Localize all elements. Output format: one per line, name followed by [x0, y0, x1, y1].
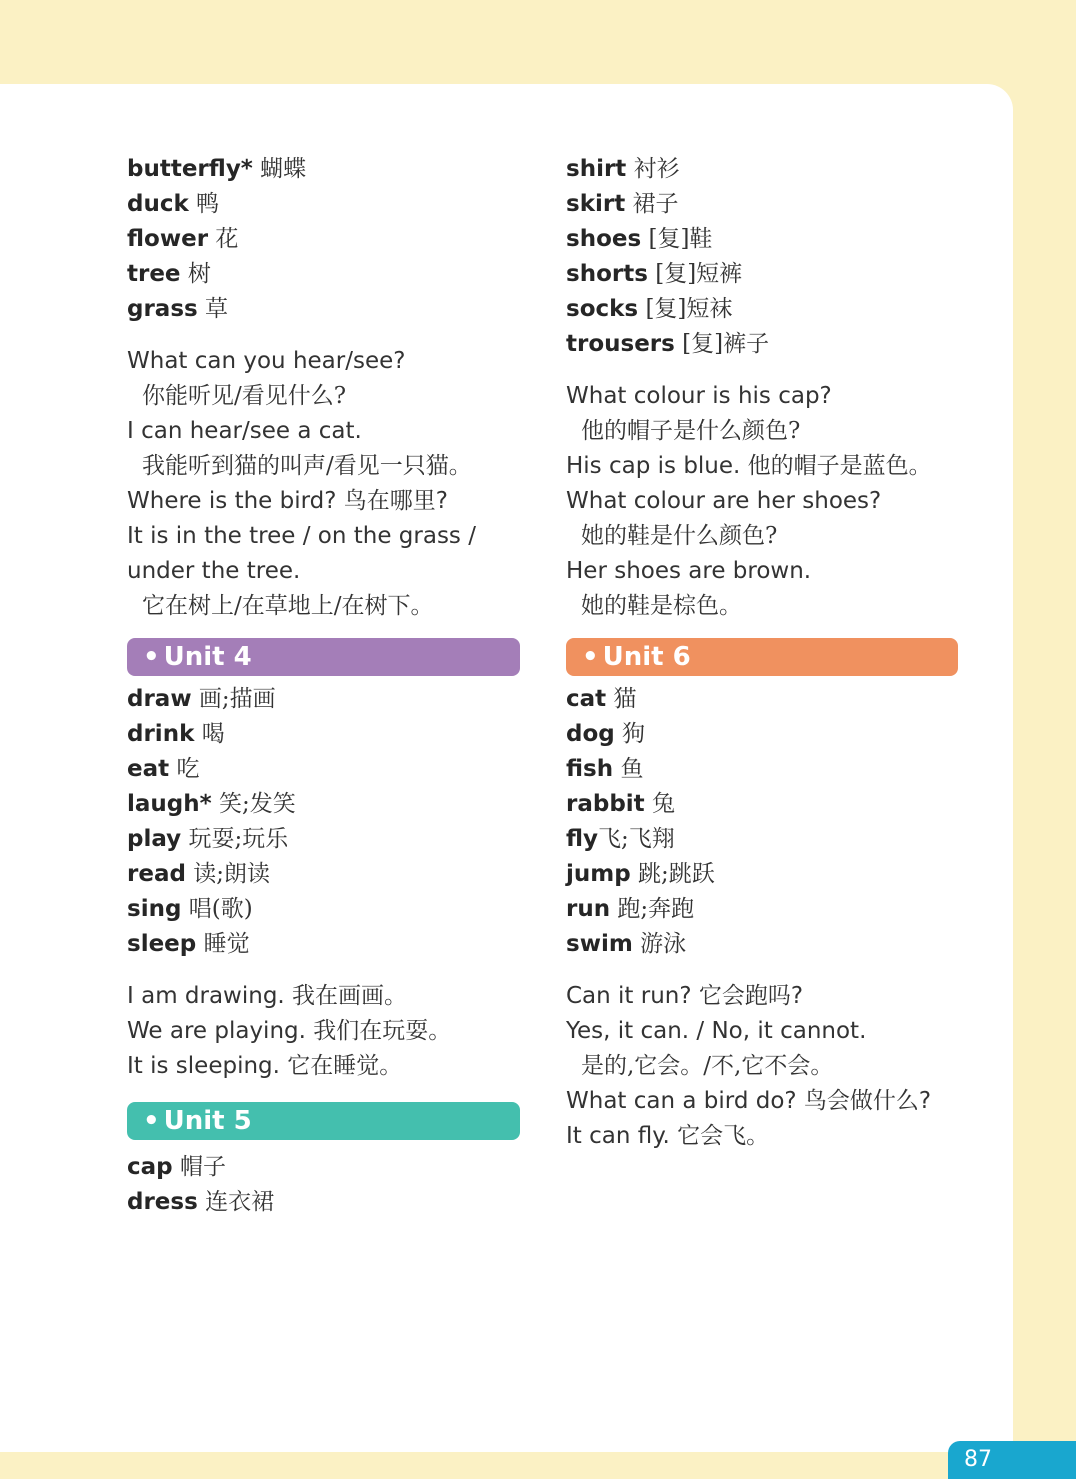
word-zh: [复]裤子 — [682, 331, 770, 357]
word-entry — [566, 787, 958, 822]
word-zh: 跑;奔跑 — [617, 896, 695, 922]
word-zh: 帽子 — [179, 1154, 226, 1180]
word-entry — [566, 752, 958, 787]
word-entry — [566, 682, 958, 717]
word-entry — [566, 327, 958, 362]
word-entry — [566, 257, 958, 292]
word-en: cap — [127, 1154, 173, 1180]
sentence: under the tree. — [127, 558, 301, 584]
unit-4-words — [127, 682, 520, 962]
word-en: shirt — [566, 156, 627, 182]
word-en: play — [127, 826, 182, 852]
sentence: Where is the bird? 鸟在哪里? — [127, 488, 448, 514]
word-en: butterfly* — [127, 156, 253, 182]
word-zh: 衬衫 — [633, 156, 680, 182]
word-en: grass — [127, 296, 198, 322]
word-zh: [复]短裤 — [655, 261, 743, 287]
sentence: Can it run? 它会跑吗? — [566, 983, 804, 1009]
word-zh: 玩耍;玩乐 — [188, 826, 289, 852]
bullet-dot-icon: • — [143, 642, 160, 672]
word-en: cat — [566, 686, 607, 712]
word-entry — [566, 927, 958, 962]
word-entry — [566, 222, 958, 257]
word-zh: 吃 — [176, 756, 200, 782]
word-zh: 读;朗读 — [193, 861, 270, 887]
word-list-top-right — [566, 152, 958, 362]
word-entry — [566, 892, 958, 927]
sentence: I am drawing. 我在画画。 — [127, 983, 408, 1009]
word-entry — [127, 292, 520, 327]
word-zh: 连衣裙 — [205, 1189, 275, 1215]
sentence-translation: 她的鞋是棕色。 — [581, 593, 742, 619]
word-zh: 裙子 — [632, 191, 679, 217]
word-en: skirt — [566, 191, 626, 217]
word-en: flower — [127, 226, 209, 252]
word-zh: 跳;跳跃 — [638, 861, 715, 887]
bullet-dot-icon: • — [143, 1106, 160, 1136]
word-entry — [127, 682, 520, 717]
unit-title: Unit 5 — [163, 1106, 252, 1136]
word-en: fish — [566, 756, 614, 782]
word-zh: 树 — [187, 261, 211, 287]
unit-title: Unit 4 — [163, 642, 252, 672]
word-list-top-left — [127, 152, 520, 327]
left-column — [127, 152, 520, 1220]
sentence: His cap is blue. 他的帽子是蓝色。 — [566, 453, 932, 479]
sentence: Her shoes are brown. — [566, 558, 812, 584]
word-entry — [127, 857, 520, 892]
word-en: dress — [127, 1189, 198, 1215]
word-en: trousers — [566, 331, 675, 357]
unit-4-header — [127, 638, 520, 676]
word-entry — [127, 1150, 520, 1185]
word-en: dog — [566, 721, 615, 747]
word-entry — [566, 857, 958, 892]
word-entry — [127, 222, 520, 257]
unit-4-sentences — [127, 979, 520, 1084]
word-en: shorts — [566, 261, 648, 287]
word-en: rabbit — [566, 791, 645, 817]
sentence: I can hear/see a cat. — [127, 418, 362, 444]
word-en: sing — [127, 896, 182, 922]
word-zh: 鱼 — [620, 756, 644, 782]
word-entry — [127, 927, 520, 962]
word-en: sleep — [127, 931, 197, 957]
sentence-translation: 他的帽子是什么颜色? — [581, 418, 801, 444]
word-zh: 花 — [215, 226, 239, 252]
sentences-top-right — [566, 379, 958, 624]
word-zh: 鸭 — [196, 191, 220, 217]
word-zh: 兔 — [651, 791, 675, 817]
sentences-top-left — [127, 344, 520, 624]
word-zh: 猫 — [613, 686, 637, 712]
word-en: read — [127, 861, 186, 887]
unit-6-sentences — [566, 979, 958, 1154]
word-entry — [127, 822, 520, 857]
word-zh: 喝 — [201, 721, 225, 747]
sentence-translation: 你能听见/看见什么? — [142, 383, 347, 409]
unit-6-header — [566, 638, 958, 676]
page-number: 87 — [948, 1441, 1076, 1479]
word-en: duck — [127, 191, 189, 217]
word-en: fly — [566, 826, 599, 852]
word-zh: 唱(歌) — [188, 896, 253, 922]
word-zh: 画;描画 — [198, 686, 276, 712]
word-zh: 游泳 — [640, 931, 687, 957]
word-zh: 笑;发笑 — [218, 791, 296, 817]
unit-5-words — [127, 1150, 520, 1220]
word-entry — [566, 152, 958, 187]
sentence: Yes, it can. / No, it cannot. — [566, 1018, 867, 1044]
word-zh: [复]短袜 — [645, 296, 733, 322]
word-zh: [复]鞋 — [648, 226, 713, 252]
sentence: We are playing. 我们在玩耍。 — [127, 1018, 452, 1044]
word-zh: 飞;飞翔 — [598, 826, 675, 852]
word-entry — [127, 257, 520, 292]
word-en: laugh* — [127, 791, 212, 817]
word-entry — [127, 1185, 520, 1220]
word-entry — [127, 787, 520, 822]
sentence: It can fly. 它会飞。 — [566, 1123, 770, 1149]
right-column — [566, 152, 958, 1154]
sentence-translation: 是的,它会。/不,它不会。 — [581, 1053, 834, 1079]
sentence-translation: 我能听到猫的叫声/看见一只猫。 — [142, 453, 472, 479]
bullet-dot-icon: • — [582, 642, 599, 672]
word-zh: 睡觉 — [203, 931, 250, 957]
sentence: It is sleeping. 它在睡觉。 — [127, 1053, 403, 1079]
unit-title: Unit 6 — [602, 642, 691, 672]
sentence: What colour is his cap? — [566, 383, 832, 409]
word-entry — [566, 292, 958, 327]
word-en: socks — [566, 296, 639, 322]
word-en: shoes — [566, 226, 642, 252]
unit-6-words — [566, 682, 958, 962]
bottom-strip — [0, 1452, 1076, 1479]
word-en: run — [566, 896, 611, 922]
word-zh: 蝴蝶 — [260, 156, 307, 182]
unit-5-header — [127, 1102, 520, 1140]
word-entry — [127, 892, 520, 927]
word-entry — [127, 752, 520, 787]
word-zh: 狗 — [622, 721, 646, 747]
word-zh: 草 — [205, 296, 229, 322]
word-entry — [566, 822, 958, 857]
word-en: draw — [127, 686, 192, 712]
word-entry — [566, 187, 958, 222]
word-en: drink — [127, 721, 195, 747]
word-entry — [127, 717, 520, 752]
sentence: What can a bird do? 鸟会做什么? — [566, 1088, 932, 1114]
word-entry — [566, 717, 958, 752]
sentence: What can you hear/see? — [127, 348, 406, 374]
word-entry — [127, 152, 520, 187]
word-entry — [127, 187, 520, 222]
word-en: jump — [566, 861, 631, 887]
sentence: It is in the tree / on the grass / — [127, 523, 476, 549]
word-en: eat — [127, 756, 170, 782]
word-en: tree — [127, 261, 181, 287]
word-en: swim — [566, 931, 633, 957]
sentence-translation: 它在树上/在草地上/在树下。 — [142, 593, 434, 619]
sentence-translation: 她的鞋是什么颜色? — [581, 523, 778, 549]
sentence: What colour are her shoes? — [566, 488, 882, 514]
